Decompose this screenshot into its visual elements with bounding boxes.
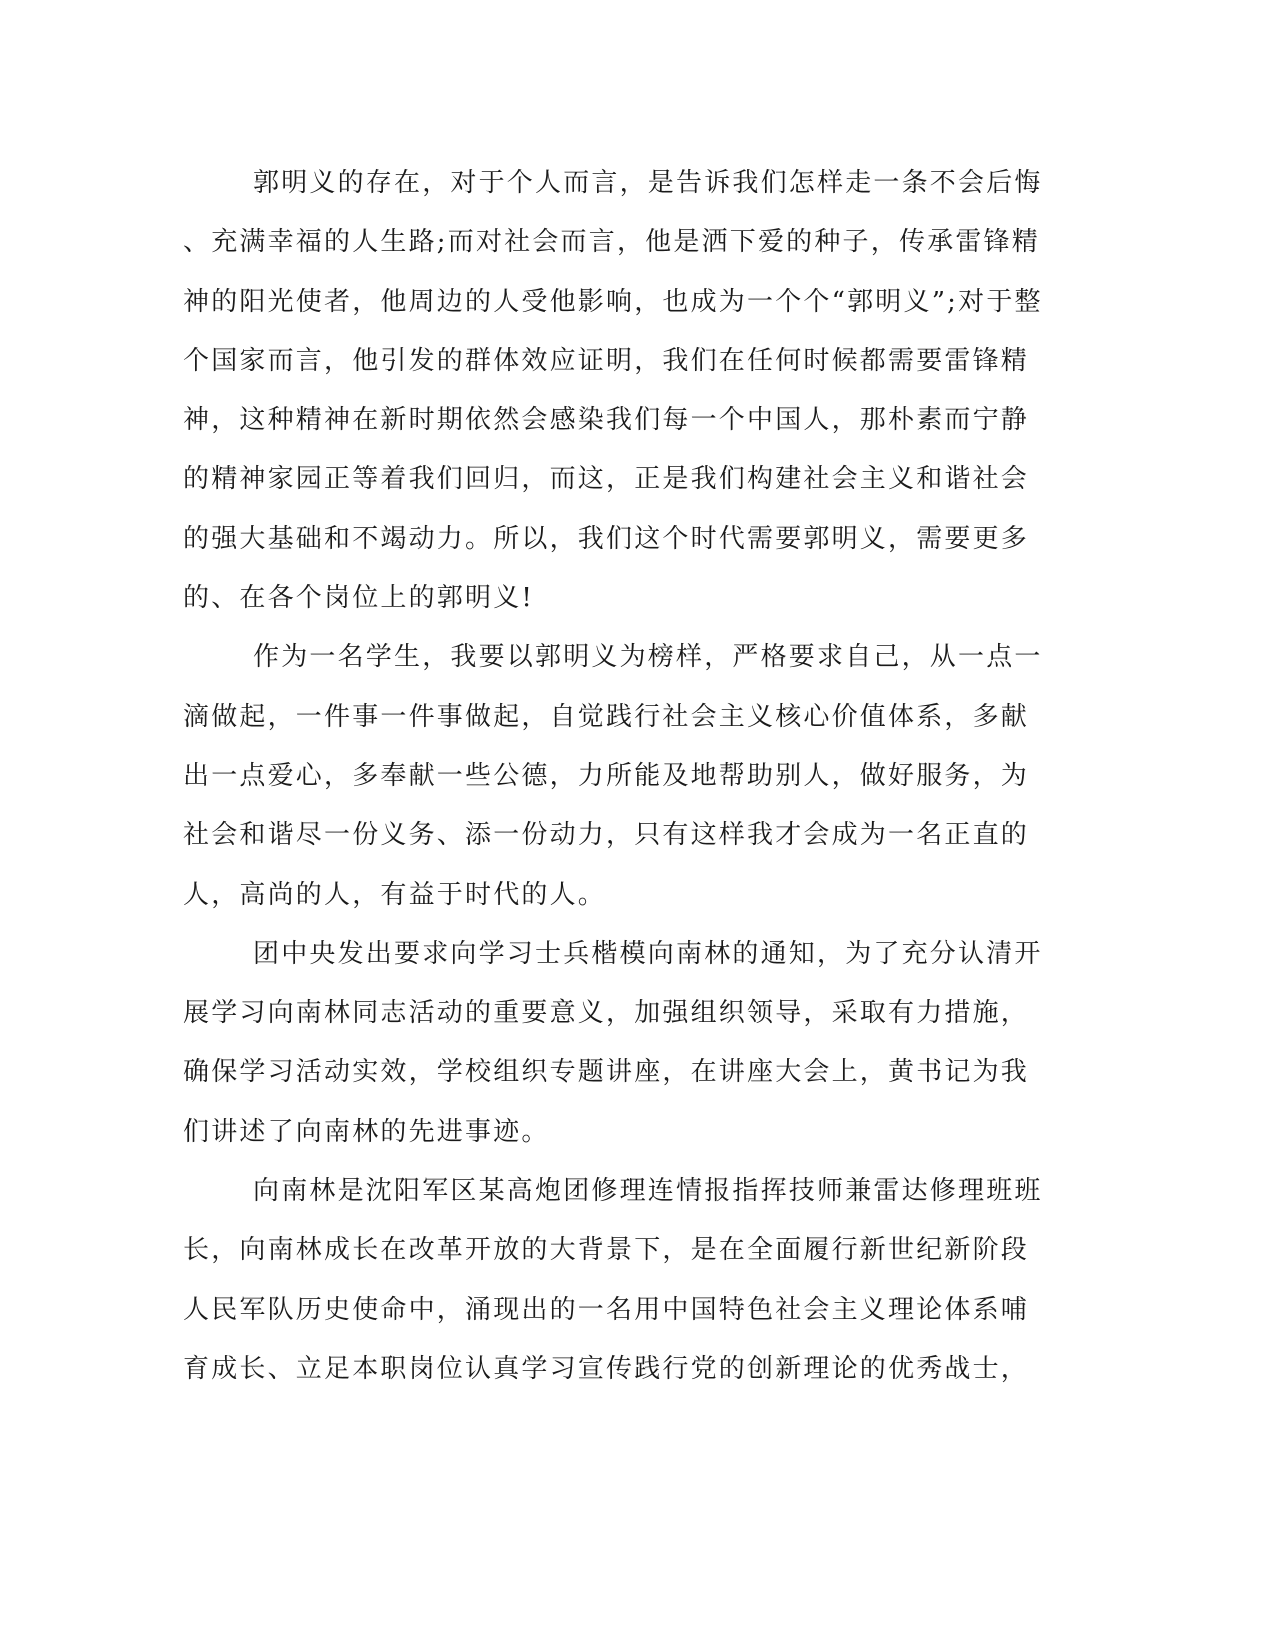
text-line: 的精神家园正等着我们回归，而这，正是我们构建社会主义和谐社会 <box>183 464 1030 495</box>
text-line: 育成长、立足本职岗位认真学习宣传践行党的创新理论的优秀战士， <box>183 1353 1030 1384</box>
text-line: 人民军队历史使命中，涌现出的一名用中国特色社会主义理论体系哺 <box>183 1294 1030 1325</box>
text-line: 的、在各个岗位上的郭明义! <box>183 583 535 614</box>
text-line: 滴做起，一件事一件事做起，自觉践行社会主义核心价值体系，多献 <box>183 701 1030 732</box>
text-line: 向南林是沈阳军区某高炮团修理连情报指挥技师兼雷达修理班班 <box>253 1176 1043 1207</box>
text-line: 长，向南林成长在改革开放的大背景下，是在全面履行新世纪新阶段 <box>183 1235 1030 1266</box>
text-line: 郭明义的存在，对于个人而言，是告诉我们怎样走一条不会后悔 <box>253 168 1043 198</box>
text-line: 出一点爱心，多奉献一些公德，力所能及地帮助别人，做好服务，为 <box>183 760 1030 791</box>
text-line: 作为一名学生，我要以郭明义为榜样，严格要求自己，从一点一 <box>253 642 1043 673</box>
text-line: 的强大基础和不竭动力。所以，我们这个时代需要郭明义，需要更多 <box>183 523 1030 554</box>
text-line: 展学习向南林同志活动的重要意义，加强组织领导，采取有力措施， <box>183 998 1030 1029</box>
text-line: 确保学习活动实效，学校组织专题讲座，在讲座大会上，黄书记为我 <box>183 1057 1030 1088</box>
text-line: 、充满幸福的人生路;而对社会而言，他是洒下爱的种子，传承雷锋精 <box>183 227 1040 258</box>
document-body <box>183 158 1043 1403</box>
text-line: 们讲述了向南林的先进事迹。 <box>183 1116 550 1147</box>
text-line: 神，这种精神在新时期依然会感染我们每一个中国人，那朴素而宁静 <box>183 405 1030 436</box>
text-line: 人，高尚的人，有益于时代的人。 <box>183 879 607 910</box>
text-line: 社会和谐尽一份义务、添一份动力，只有这样我才会成为一名正直的 <box>183 820 1030 851</box>
text-line: 团中央发出要求向学习士兵楷模向南林的通知，为了充分认清开 <box>253 938 1043 969</box>
text-line: 神的阳光使者，他周边的人受他影响，也成为一个个“郭明义”;对于整 <box>183 286 1043 317</box>
text-line: 个国家而言，他引发的群体效应证明，我们在任何时候都需要雷锋精 <box>183 345 1030 376</box>
